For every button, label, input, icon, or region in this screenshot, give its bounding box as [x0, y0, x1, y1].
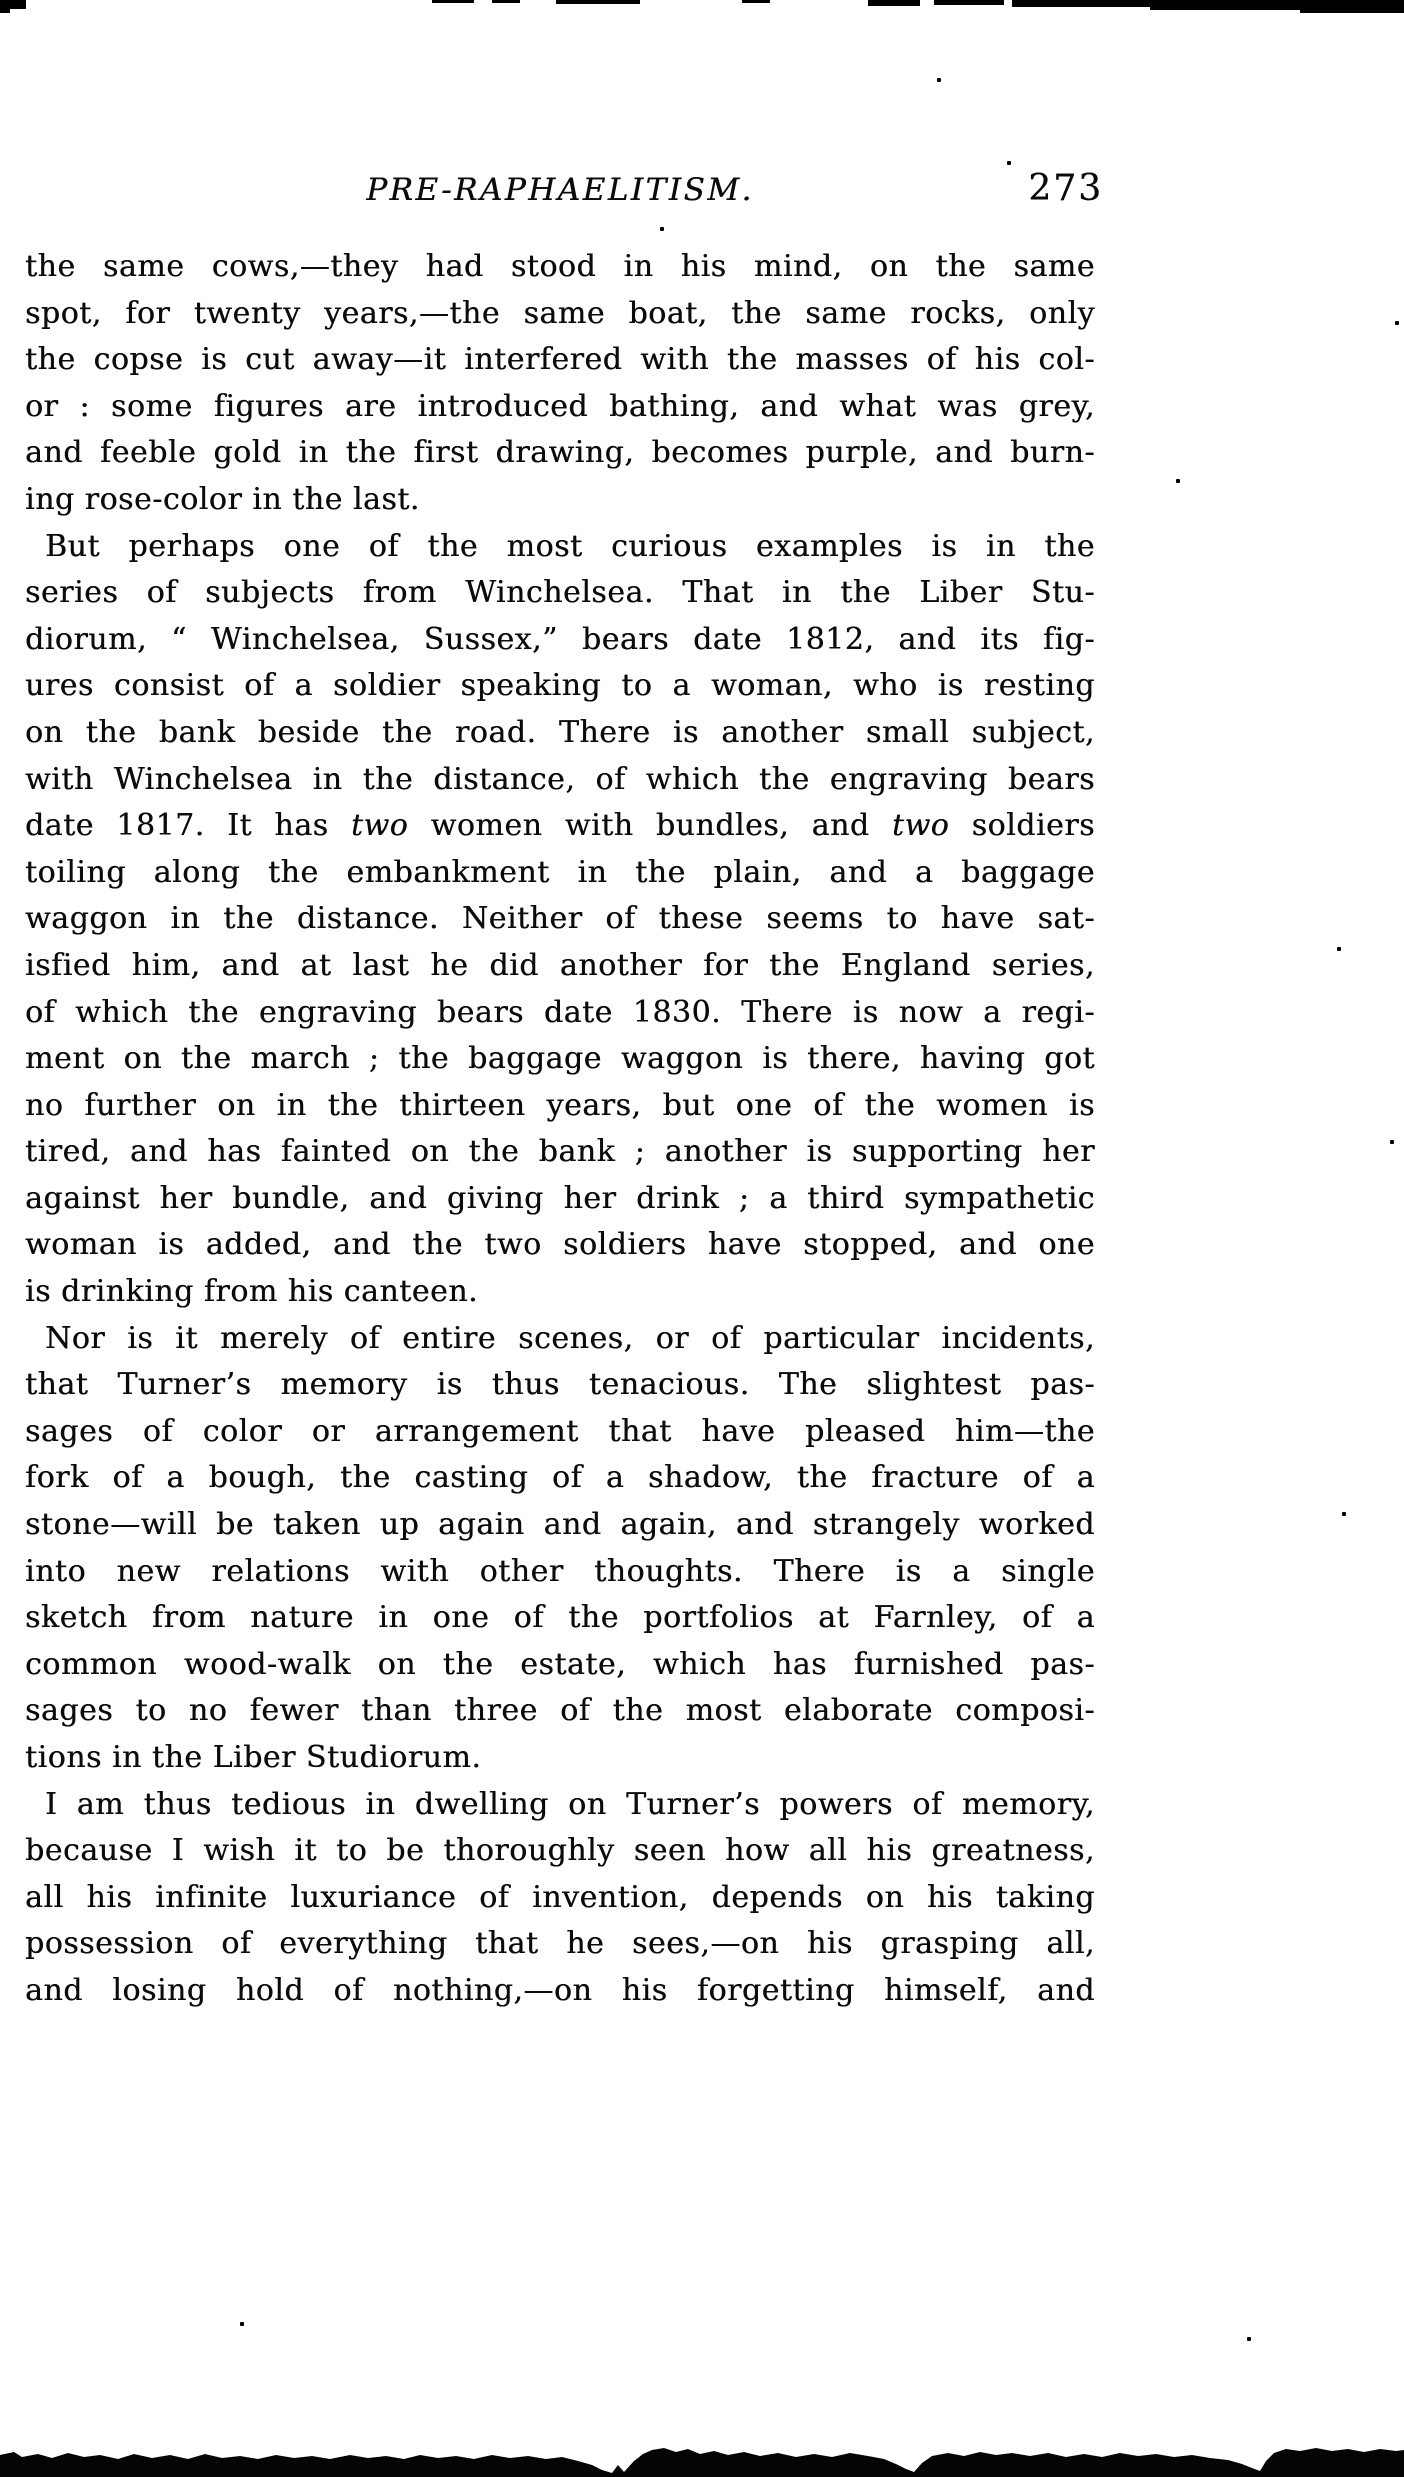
ink-speck — [937, 78, 941, 82]
text-line: sketch from nature in one of the portfolios at Farnley, of a — [25, 1600, 1095, 1636]
text-line: series of subjects from Winchelsea. That in the Liber Stu- — [25, 575, 1095, 611]
text-line: and feeble gold in the first drawing, becomes purple, and burn- — [25, 435, 1095, 471]
text-line: common wood-walk on the estate, which has furnished pas- — [25, 1646, 1095, 1682]
text-line: sages to no fewer than three of the most elaborate composi- — [25, 1693, 1095, 1729]
paragraph — [25, 244, 1095, 524]
text-line: waggon in the distance. Neither of these seems to have sat- — [25, 901, 1095, 937]
ink-speck — [1395, 321, 1399, 325]
text-line: tions in the Liber Studiorum. — [25, 1740, 482, 1775]
text-line: no further on in the thirteen years, but one of the women is — [25, 1087, 1095, 1123]
text-line: woman is added, and the two soldiers have stopped, and one — [25, 1227, 1095, 1263]
text-line: all his infinite luxuriance of invention, depends on his taking — [25, 1879, 1095, 1915]
text-line: because I wish it to be thoroughly seen how all his greatness, — [25, 1833, 1095, 1869]
text-line: into new relations with other thoughts. There is a single — [25, 1553, 1095, 1589]
text-line: against her bundle, and giving her drink ; a third sympathetic — [25, 1180, 1095, 1216]
text-line: possession of everything that he sees,—on his grasping all, — [25, 1926, 1095, 1962]
text-line: ing rose-color in the last. — [25, 481, 420, 517]
ink-speck — [1390, 1140, 1394, 1144]
ink-speck — [1337, 947, 1341, 951]
text-line: ment on the march ; the baggage waggon is there, having got — [25, 1041, 1095, 1077]
scan-artifact-bottom-edge — [0, 2443, 1404, 2477]
paragraph — [25, 1782, 1095, 2015]
text-line: on the bank beside the road. There is another small subject, — [25, 714, 1095, 750]
text-line: stone—will be taken up again and again, and strangely worked — [25, 1507, 1095, 1543]
text-line: and losing hold of nothing,—on his forgetting himself, and — [25, 1972, 1095, 2008]
text-line: date 1817. It has two women with bundles, and two soldiers — [25, 808, 1095, 844]
paragraph — [25, 1316, 1095, 1782]
ink-speck — [1176, 479, 1180, 483]
text-line: with Winchelsea in the distance, of which the engraving bears — [25, 761, 1095, 797]
text-line: sages of color or arrangement that have pleased him—the — [25, 1413, 1095, 1449]
text-line: diorum, “ Winchelsea, Sussex,” bears date 1812, and its fig- — [25, 621, 1095, 657]
text-line: or : some figures are introduced bathing, and what was grey, — [25, 388, 1095, 424]
text-line: I am thus tedious in dwelling on Turner’s powers of memory, — [45, 1786, 1095, 1822]
text-line: tired, and has fainted on the bank ; another is supporting her — [25, 1134, 1095, 1170]
text-line: is drinking from his canteen. — [25, 1274, 479, 1310]
text-line: fork of a bough, the casting of a shadow, the fracture of a — [25, 1460, 1095, 1496]
text-line: that Turner’s memory is thus tenacious. The slightest pas- — [25, 1367, 1095, 1403]
text-line: spot, for twenty years,—the same boat, the same rocks, only — [25, 295, 1095, 331]
ink-speck — [1007, 161, 1011, 165]
text-line: But perhaps one of the most curious examples is in the — [45, 528, 1095, 564]
paragraph — [25, 524, 1095, 1316]
text-line: ures consist of a soldier speaking to a woman, who is resting — [25, 668, 1095, 704]
text-line: of which the engraving bears date 1830. There is now a regi- — [25, 994, 1095, 1030]
ink-speck — [1342, 1512, 1346, 1516]
ink-speck — [240, 2322, 244, 2326]
ink-speck — [660, 227, 664, 231]
header-title: PRE-RAPHAELITISM. — [366, 172, 754, 208]
text-line: the same cows,—they had stood in his mind, on the same — [25, 249, 1095, 284]
running-header — [25, 168, 1103, 216]
text-line: toiling along the embankment in the plain, and a baggage — [25, 854, 1095, 890]
text-line: the copse is cut away—it interfered with the masses of his col- — [25, 342, 1095, 378]
ink-speck — [1247, 2337, 1251, 2341]
text-line: Nor is it merely of entire scenes, or of particular incidents, — [45, 1320, 1095, 1356]
text-block — [25, 244, 1095, 2015]
text-line: isfied him, and at last he did another for the England series, — [25, 947, 1095, 983]
page-number: 273 — [1028, 168, 1103, 209]
